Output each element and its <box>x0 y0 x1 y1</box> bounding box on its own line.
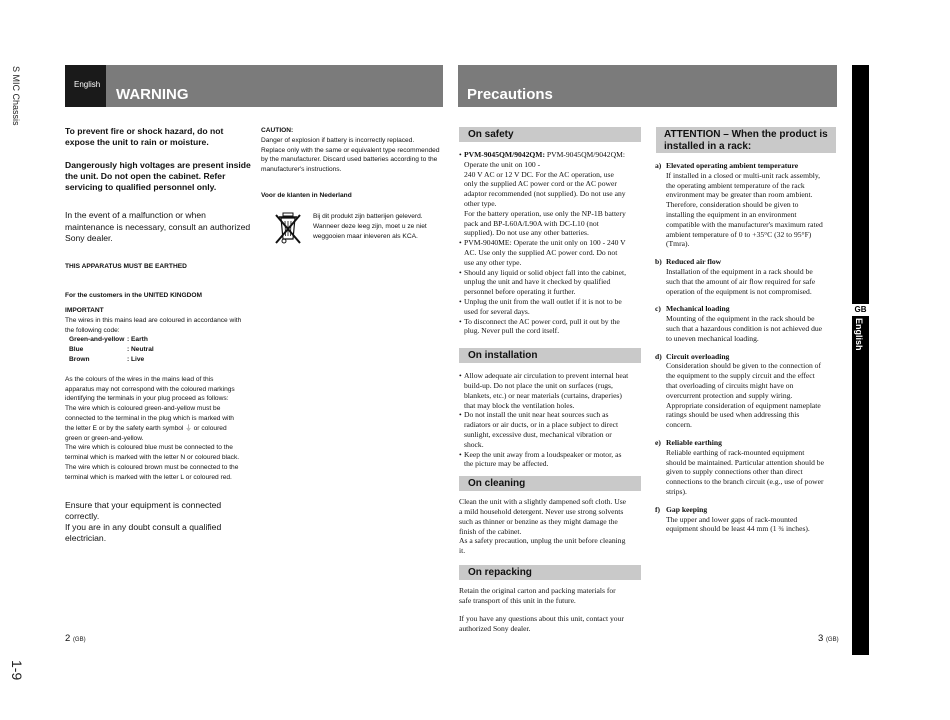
list-item <box>655 438 839 497</box>
text-line: As the colours of the wires in the mains lead of this <box>65 375 214 383</box>
important-heading: IMPORTANT <box>65 306 104 314</box>
caution-text <box>261 136 447 175</box>
malfunction-note <box>65 210 255 244</box>
text-line: unplug the unit and have it checked by qualified <box>464 277 611 287</box>
text-line: As a safety precaution, unplug the unit before cleaning <box>459 536 626 546</box>
text-line: such as thinner or benzine as they might damage the <box>459 516 618 526</box>
page-number-left <box>65 633 86 644</box>
section-on-cleaning: On cleaning <box>459 476 641 491</box>
wire-colours-instructions <box>65 375 255 483</box>
caution-title: CAUTION: <box>261 127 294 134</box>
wire-row <box>69 335 255 345</box>
english-tab-label: English <box>854 318 864 351</box>
text-line: connected to the terminal in the plug which is marked with <box>65 414 234 422</box>
text-line: equipment should be least 44 mm (1 ¾ inches). <box>666 524 810 534</box>
text-line: servicing to qualified personnel only. <box>65 182 217 193</box>
list-item: • Allow adequate air circulation to prevent internal heat build-up. Do not place the unit on surfaces (rugs, blankets, etc.) or near materials (curtains, draperies) that may block the ventilation holes. <box>459 371 629 410</box>
attention-heading <box>656 127 836 153</box>
text-line: 240 V AC or 12 V DC. For the AC operation, use <box>464 169 614 179</box>
item-letter: b) <box>655 257 662 267</box>
repacking-text <box>459 586 641 634</box>
text-line: Clean the unit with a slightly dampened soft cloth. Use <box>459 497 627 507</box>
gb-label: GB <box>852 304 869 316</box>
text-line: compatible with the manufacturer's maximum rated <box>666 219 823 229</box>
earthed-notice: THIS APPARATUS MUST BE EARTHED <box>65 263 187 271</box>
text-line: shock. <box>464 439 484 449</box>
text-line: given to supply connections other than direct <box>666 467 803 477</box>
text-line: If you are in any doubt consult a qualified <box>65 522 222 533</box>
text-line: such that a hazardous condition is not achieved due <box>666 323 823 333</box>
list-item: • Should any liquid or solid object fall into the cabinet, unplug the unit and have it checked by qualified personnel before operating it further. <box>459 267 626 297</box>
attention-list <box>655 161 839 534</box>
text-line: Should any liquid or solid object fall into the cabinet, <box>464 267 626 277</box>
text-line: by the manufacturer. Discard used batteries according to the <box>261 156 438 164</box>
item-title: Reduced air flow <box>666 257 722 267</box>
text-line: the operating ambient temperature of the rack <box>666 180 805 190</box>
text-line: In the event of a malfunction or when <box>65 210 206 221</box>
text-line: should be maintained. Particular attention should be <box>666 457 824 467</box>
text-line: Therefore, consideration should be given to <box>666 200 799 210</box>
text-line: Ensure that your equipment is connected <box>65 499 222 510</box>
text-line: blankets, etc.) or near materials (curtains, draperies) <box>464 390 622 400</box>
text-line: strips). <box>666 486 687 496</box>
nl-heading: Voor de klanten in Nederland <box>261 191 352 199</box>
text-line: identifying the terminals in your plug proceed as follows: <box>65 395 229 403</box>
item-title: Circuit overloading <box>666 351 730 361</box>
text-line: the following code: <box>65 326 120 334</box>
text-line: Dangerously high voltages are present inside <box>65 159 251 170</box>
list-item: • Do not install the unit near heat sources such as radiators or air ducts, or in a place subject to direct sunlight, excessive dust, mechanical vibration or shock. <box>459 410 619 449</box>
text-line: build-up. Do not place the unit on surfaces (rugs, <box>464 380 613 390</box>
text-line: Consideration should be given to the connection of <box>666 361 822 371</box>
text-line: radiators or air ducts, or in a place subject to direct <box>464 420 619 430</box>
text-line: AC. Use only the supplied AC power cord. Do not <box>464 247 618 257</box>
text-line: that overloading of circuits might have on <box>666 380 794 390</box>
list-item <box>655 161 839 249</box>
item-letter: a) <box>655 161 662 170</box>
text-line: authorized Sony dealer. <box>459 624 531 634</box>
safety-list <box>459 150 641 336</box>
text-line: Bij dit produkt zijn batterijen geleverd. <box>313 213 423 220</box>
wire-color: Green-and-yellow <box>69 336 125 344</box>
text-line: To disconnect the AC power cord, pull it out by the <box>464 316 620 326</box>
text-line: the letter E or by the safety earth symbol ⏚ or coloured <box>65 424 227 432</box>
precautions-title: Precautions <box>467 86 553 103</box>
text-line: environment may be greater than room ambient. <box>666 190 813 200</box>
text-line: The upper and lower gaps of rack-mounted <box>666 514 798 524</box>
section-on-installation: On installation <box>459 348 641 363</box>
text-line: The wire which is coloured green-and-yellow must be <box>65 405 221 413</box>
wire-row <box>69 355 255 365</box>
page-suffix: (GB) <box>72 637 86 643</box>
text-line: PVM-9040ME: Operate the unit only on 100 - 240 V <box>464 238 626 248</box>
text-line: Wanneer deze leeg zijn, moet u ze niet <box>313 222 427 230</box>
text-line: finish of the cabinet. <box>459 526 522 536</box>
text-line: For the battery operation, use only the NP-1B battery <box>464 208 626 218</box>
list-item: • Keep the unit away from a loudspeaker or motor, as the picture may be affected. <box>459 449 622 469</box>
warning-title: WARNING <box>116 86 189 103</box>
text-line: terminal which is marked with the letter N or coloured black. <box>65 454 240 462</box>
item-title: Gap keeping <box>666 504 708 514</box>
precautions-column-1 <box>459 127 641 634</box>
text-line: PVM-9045QM/9042QM: PVM-9045QM/9042QM: Operate the unit on 100 - <box>464 150 625 169</box>
installation-list <box>459 371 641 469</box>
text-line: supplied). Do not use any other batteries. <box>464 228 589 238</box>
text-line: The wires in this mains lead are coloured in accordance with <box>65 316 242 324</box>
text-line: the picture may be affected. <box>464 459 549 469</box>
text-line: electrician. <box>65 533 107 544</box>
text-line: The wire which is coloured blue must be connected to the <box>65 444 233 452</box>
text-line: The wire which is coloured brown must be connected to the <box>65 463 239 471</box>
ensure-connection-note <box>65 500 255 545</box>
text-line: other type. <box>464 198 497 208</box>
text-line: Unplug the unit from the wall outlet if it is not to be <box>464 296 622 306</box>
text-line: to uneven mechanical loading. <box>666 333 759 343</box>
fire-warning <box>65 126 255 149</box>
crossed-bin-icon <box>274 211 302 245</box>
text-line: If installed in a closed or multi-unit rack assembly, <box>666 170 821 180</box>
wire-meaning: : Neutral <box>127 346 154 354</box>
text-line-tail: PVM-9045QM/9042QM: Operate the unit on 100 - <box>464 150 625 169</box>
text-line: plug. Never pull the cord itself. <box>464 326 560 336</box>
text-line: Retain the original carton and packing materials for <box>459 585 616 595</box>
text-line: the equipment to the supply circuit and the effect <box>666 371 815 381</box>
text-line: manufacturer's instructions. <box>261 166 342 174</box>
text-line: safe transport of this unit in the future. <box>459 595 576 605</box>
item-letter: c) <box>655 304 661 314</box>
text-line: If you have any questions about this unit, contact your <box>459 614 624 624</box>
text-line: Mounting of the equipment in the rack should be <box>666 314 815 324</box>
text-line: installed in a rack: <box>664 140 752 152</box>
text-line: Installation of the equipment in a rack should be <box>666 266 813 276</box>
wire-color: Brown <box>69 355 90 363</box>
important-text <box>65 316 255 336</box>
warning-column-main <box>65 126 255 545</box>
text-line: (Tmra). <box>666 239 690 249</box>
text-line: use any other type. <box>464 257 522 267</box>
text-line: Reliable earthing of rack-mounted equipment <box>666 447 805 457</box>
list-item <box>655 257 839 296</box>
text-line: Allow adequate air circulation to prevent internal heat <box>464 371 629 381</box>
item-title: Reliable earthing <box>666 437 722 447</box>
service-page-number: 1-9 <box>9 660 25 681</box>
section-on-repacking: On repacking <box>459 565 641 580</box>
nl-battery-text <box>313 212 453 241</box>
text-line: Keep the unit away from a loudspeaker or motor, as <box>464 449 622 459</box>
voltage-warning <box>65 160 255 194</box>
text-line: ratings should be used when addressing this <box>666 410 800 420</box>
item-letter: d) <box>655 351 662 361</box>
uk-heading: For the customers in the UNITED KINGDOM <box>65 292 203 300</box>
text-line: only the supplied AC power cord or the AC power <box>464 179 617 189</box>
item-title: Mechanical loading <box>666 304 730 314</box>
text-line: adaptor recommended (not supplied). Do not use any <box>464 189 626 199</box>
text-line: Appropriate consideration of equipment nameplate <box>666 400 821 410</box>
text-line: personnel before operating it further. <box>464 287 576 297</box>
text-line: apparatus may not correspond with the coloured markings <box>65 385 235 393</box>
text-line: a mild household detergent. Never use strong solvents <box>459 506 624 516</box>
text-line: terminal which is marked with the letter L or coloured red. <box>65 473 232 481</box>
side-index-tab <box>852 65 869 655</box>
text-line: Replace only with the same or equivalent type recommended <box>261 146 440 154</box>
list-item <box>655 304 839 343</box>
item-letter: f) <box>655 504 661 514</box>
list-item: • PVM-9045QM/9042QM: PVM-9045QM/9042QM: Operate the unit on 100 - 240 V AC or 12 V DC. For the AC operation, use only the supplied AC power cord or the AC power adaptor recommended (not supplied). Do not use any other type. For the battery operation, use only the NP-1B battery pack and BP-L60A/L90A with DC-L10 (not supplied). Do not use any other batteries. <box>459 150 641 238</box>
page-number: 3 <box>818 633 824 644</box>
text-line: Do not install the unit near heat sources such as <box>464 410 609 420</box>
text-line: concern. <box>666 420 692 430</box>
item-title: Elevated operating ambient temperature <box>666 161 799 170</box>
warning-column-caution <box>261 126 447 201</box>
text-line: overcurrent protection and supply wiring. <box>666 390 793 400</box>
text-line: To prevent fire or shock hazard, do not <box>65 126 224 136</box>
chassis-label: S MIC Chassis <box>11 66 21 126</box>
text-line: maintenance is necessary, consult an authorized <box>65 221 251 232</box>
text-line: it. <box>459 546 466 556</box>
text-line: green or green-and-yellow. <box>65 434 144 442</box>
text-line: Danger of explosion if battery is incorrectly replaced. <box>261 136 415 144</box>
text-line: correctly. <box>65 510 100 521</box>
wire-color: Blue <box>69 346 84 354</box>
text-line: connections to the branch circuit (e.g., use of power <box>666 477 824 487</box>
wire-meaning: : Earth <box>127 336 148 344</box>
page-suffix: (GB) <box>825 637 839 643</box>
language-label: English <box>74 80 101 89</box>
wire-row <box>69 345 255 355</box>
page-number: 2 <box>65 633 71 644</box>
list-item: • PVM-9040ME: Operate the unit only on 100 - 240 V AC. Use only the supplied AC power cord. Do not use any other type. <box>459 238 626 267</box>
list-item: • Unplug the unit from the wall outlet if it is not to be used for several days. <box>459 296 622 316</box>
text-line: expose the unit to rain or moisture. <box>65 137 209 148</box>
text-line: that may block the ventilation holes. <box>464 400 575 410</box>
cleaning-text <box>459 497 641 556</box>
wire-meaning: : Live <box>127 355 145 363</box>
text-line: Sony dealer. <box>65 233 113 244</box>
page-number-right <box>818 633 839 644</box>
text-line: ambient temperature of 0 to +35°C (32 to 95°F) <box>666 229 812 239</box>
item-letter: e) <box>655 437 661 447</box>
text-line: ATTENTION – When the product is <box>664 129 828 140</box>
text-line: the unit. Do not open the cabinet. Refer <box>65 170 226 181</box>
text-line: such that the amount of air flow required for safe <box>666 276 816 286</box>
list-item: • To disconnect the AC power cord, pull it out by the plug. Never pull the cord itself. <box>459 316 620 336</box>
wire-code-table <box>69 335 255 364</box>
text-line: sunlight, excessive dust, mechanical vibration or <box>464 429 612 439</box>
list-item <box>655 505 839 534</box>
text-line: installing the equipment in an environment <box>666 209 797 219</box>
text-line: weggooien maar inleveren als KCA. <box>313 232 418 240</box>
list-item <box>655 352 839 430</box>
text-line: used for several days. <box>464 306 530 316</box>
section-on-safety: On safety <box>459 127 641 142</box>
text-line: operation of the equipment is not compromised. <box>666 286 812 296</box>
text-line: pack and BP-L60A/L90A with DC-L10 (not <box>464 218 599 228</box>
